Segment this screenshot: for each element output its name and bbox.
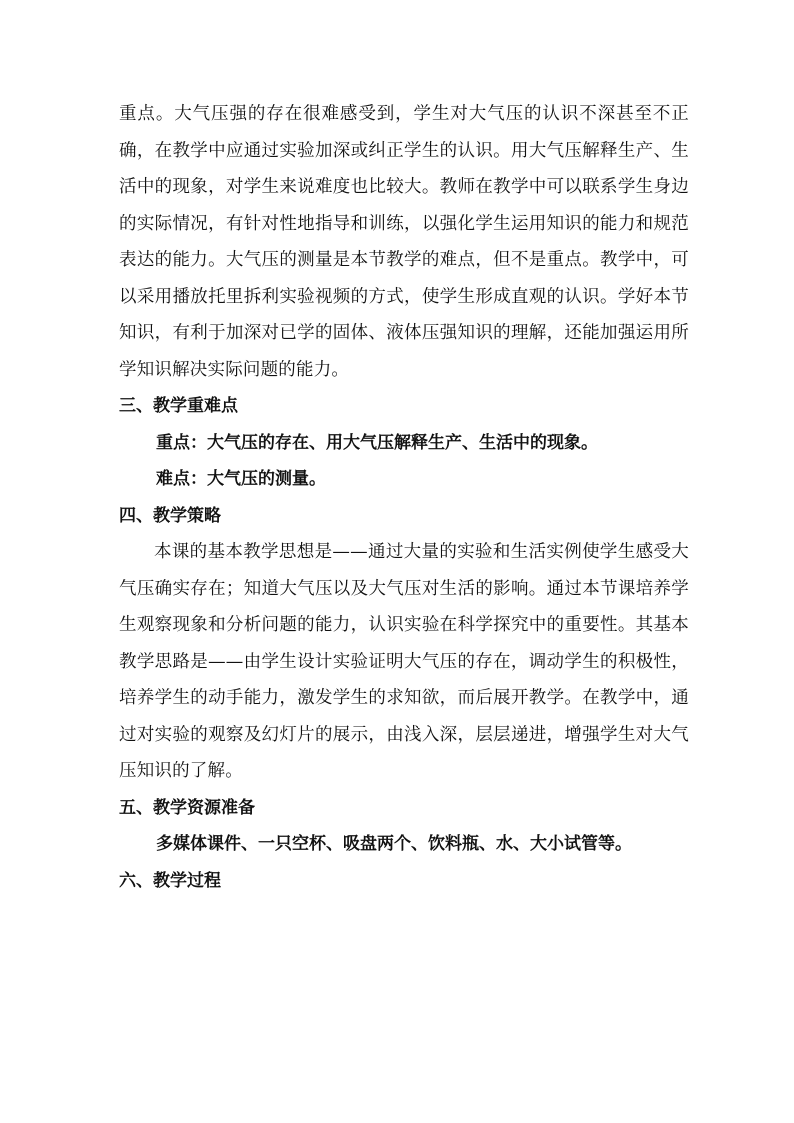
paragraph-analysis: 重点。大气压强的存在很难感受到，学生对大气压的认识不深甚至不正确，在教学中应通过实验加深或纠正学生的认识。用大气压解释生产、生活中的现象，对学生来说难度也比较大。教师在教学中可以联系学生身边的实际情况，有针对性地指导和训练，以强化学生运用知识的能力和规范表达的能力。大气压的测量是本节教学的难点，但不是重点。教学中，可以采用播放托里拆利实验视频的方式，使学生形成直观的认识。学好本节知识，有利于加深对已学的固体、液体压强知识的理解，还能加强运用所学知识解决实际问题的能力。 [119, 104, 689, 380]
section-heading-4: 四、教学策略 [119, 505, 221, 526]
difficult-point-line: 难点：大气压的测量。 [156, 469, 326, 489]
key-point-line: 重点：大气压的存在、用大气压解释生产、生活中的现象。 [156, 432, 598, 453]
document-body [119, 96, 689, 899]
resources-line: 多媒体课件、一只空杯、吸盘两个、饮料瓶、水、大小试管等。 [156, 834, 632, 854]
paragraph-strategy: 本课的基本教学思想是——通过大量的实验和生活实例使学生感受大气压确实存在；知道大气压以及大气压对生活的影响。通过本节课培养学生观察现象和分析问题的能力，认识实验在科学探究中的重要性。其基本教学思路是——由学生设计实验证明大气压的存在，调动学生的积极性，培养学生的动手能力，激发学生的求知欲，而后展开教学。在教学中，通过对实验的观察及幻灯片的展示，由浅入深，层层递进，增强学生对大气压知识的了解。 [119, 542, 689, 781]
section-heading-3: 三、教学重难点 [119, 396, 238, 416]
section-heading-5: 五、教学资源准备 [119, 797, 255, 818]
section-heading-6: 六、教学过程 [119, 870, 221, 891]
